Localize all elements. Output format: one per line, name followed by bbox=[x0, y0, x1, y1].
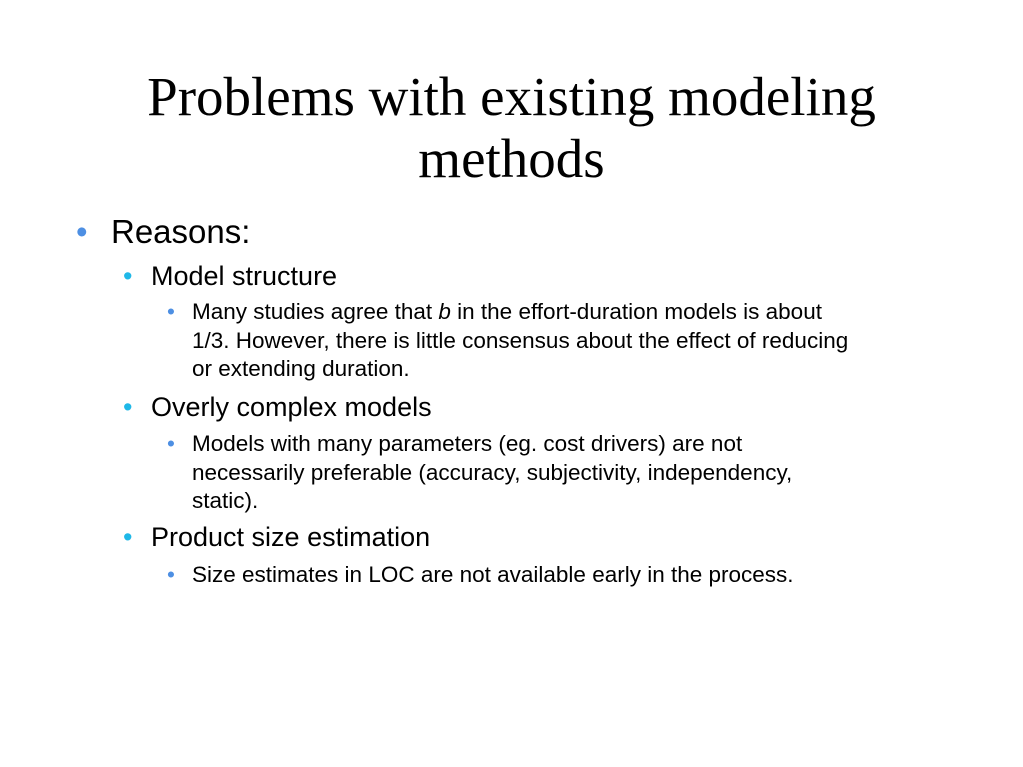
bullet-marker-reasons: • bbox=[76, 213, 88, 250]
model-structure-detail-line-3: or extending duration. bbox=[192, 356, 410, 381]
model-structure-detail-variable: b bbox=[438, 299, 451, 324]
bullet-product-size-detail: Size estimates in LOC are not available early in the process. bbox=[192, 562, 794, 587]
bullet-model-structure: Model structure bbox=[151, 261, 338, 291]
model-structure-detail-line-1 bbox=[192, 298, 962, 327]
bullet-reasons: Reasons: bbox=[111, 213, 251, 250]
model-structure-detail-pre: Many studies agree that bbox=[192, 299, 439, 324]
bullet-overly-complex: Overly complex models bbox=[151, 392, 432, 422]
overly-complex-detail-line-3: static). bbox=[192, 488, 259, 513]
bullet-marker-product-size-detail: • bbox=[167, 562, 175, 587]
bullet-overly-complex-detail bbox=[192, 430, 962, 516]
bullet-marker-model-structure: • bbox=[123, 261, 133, 291]
overly-complex-detail-line-2: necessarily preferable (accuracy, subjectivity, independency, bbox=[192, 459, 793, 485]
bullet-marker-product-size: • bbox=[123, 522, 133, 552]
bullet-product-size: Product size estimation bbox=[151, 522, 431, 552]
slide-title-line-2: methods bbox=[418, 128, 605, 189]
bullet-model-structure-detail bbox=[192, 298, 962, 384]
bullet-marker-model-structure-detail: • bbox=[167, 299, 175, 324]
bullet-marker-overly-complex: • bbox=[123, 392, 133, 422]
overly-complex-detail-line-1: Models with many parameters (eg. cost drivers) are not bbox=[192, 431, 743, 456]
slide-title-line-1: Problems with existing modeling bbox=[147, 66, 876, 127]
model-structure-detail-line-2: 1/3. However, there is little consensus about the effect of reducing bbox=[192, 327, 849, 353]
bullet-marker-overly-complex-detail: • bbox=[167, 431, 175, 456]
model-structure-detail-post: in the effort-duration models is about bbox=[450, 299, 822, 324]
